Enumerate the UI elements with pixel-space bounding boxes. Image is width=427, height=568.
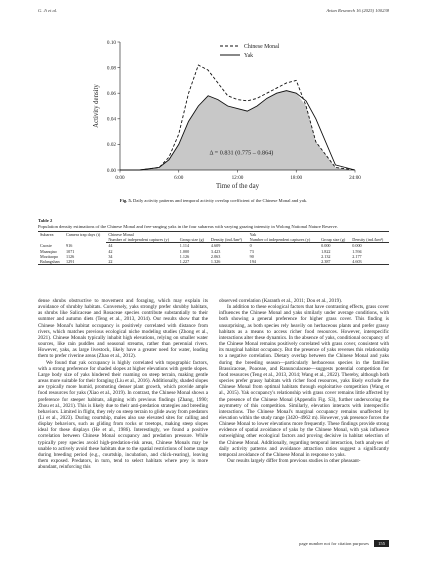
table-cell: 1071 (66, 248, 75, 254)
legend-label: Yak (244, 53, 254, 59)
table-header-cell: Group size (g) (178, 237, 209, 243)
table-header-cell: Yak (248, 232, 389, 238)
table-cell: 2.063 (210, 253, 221, 259)
table-cell: 2.132 (321, 253, 331, 259)
running-header-journal: Avian Research 16 (2025) 100238 (326, 8, 389, 13)
table-cell: Maanqiao (40, 248, 57, 254)
x-tick-label: 12:00 (231, 175, 244, 181)
y-tick-label: 0.06 (106, 91, 116, 97)
table-cell: 0 (249, 243, 252, 249)
table-row (38, 259, 389, 265)
table-cell: 1.326 (209, 259, 248, 265)
table-cell: 4.603 (350, 259, 389, 265)
table-cell: 44 (108, 243, 113, 249)
x-tick-label: 6:00 (174, 175, 184, 181)
population-density-table (38, 231, 389, 265)
table-cell: 42 (108, 248, 113, 254)
body-paragraph: Our results largely differ from previous studies in other pheasant- (227, 458, 361, 465)
table-cell: 90 (249, 253, 254, 259)
table-cell: 73 (249, 248, 254, 254)
table-cell: 1.000 (179, 248, 190, 254)
table-cell: Caoxie (40, 242, 52, 248)
table-cell: 22 (106, 259, 177, 265)
table-cell: 1.594 (352, 248, 362, 254)
table-cell: 1126 (66, 253, 75, 259)
y-axis-label: Activity density (93, 84, 100, 128)
y-tick-label: 0.08 (106, 65, 116, 72)
y-tick-label: 0.02 (106, 142, 116, 149)
figure-caption (38, 198, 389, 203)
y-tick-label: 0.10 (106, 39, 116, 46)
table-cell: 1.822 (321, 248, 331, 254)
page-number: 155 (374, 540, 389, 547)
table-cell: 0.000 (321, 243, 331, 249)
body-paragraph: dense shrubs obstructive to movement and foraging, which may explain its avoidance of shrubby habitats. Conversely, yaks strongly prefer shrubby habitats, as shrubs like Salicaceae and Rosaceae species contribute substantially to their summer and autumn diets (Teng et al., 2013, 2014). Our results show that the Chinese Monal's habitat occupancy is positively correlated with distance from rivers, which matches previous ecological niche modeling studies (Zhong et al., 2021). Chinese Monals typically inhabit high elevations, relying on smaller water sources, like rain puddles and seasonal streams, rather than perennial rivers. However, yaks, as large livestock, likely have a greater need for water, leading them to prefer riverine areas (Zhao et al., 2012). (38, 298, 208, 360)
y-tick-label: 0.04 (106, 116, 116, 123)
x-tick-label: 0:00 (115, 175, 125, 181)
table-cell: Mozitaopo (40, 253, 59, 259)
table-header-cell: Chinese Monal (106, 232, 247, 238)
page-footer (299, 540, 389, 547)
table-cell: 4.609 (210, 243, 221, 249)
table-cell: 0.000 (352, 243, 362, 249)
body-text-right-column (219, 298, 389, 464)
table-cell: 916 (66, 242, 73, 248)
table-cell: 1.227 (178, 259, 209, 265)
x-axis-label: Time of the day (216, 183, 259, 190)
table-header-cell: Camera trap days (t) (64, 232, 106, 243)
table-header-cell: Number of independent captures (y) (248, 237, 319, 243)
table-cell: 2.177 (352, 253, 362, 259)
table-description: Population density estimations of the Chinese Monal and free-ranging yaks in the four subareas with varying grazing intensity in Wolong National Nature Reserve. (38, 224, 338, 229)
body-paragraph: We found that yak occupancy is highly correlated with topographic factors, with a strong preference for shaded slopes at higher elevations with gentle slopes. Large body size of yaks hindered their roaming on steep terrain, making gentle areas more suitable for their foraging (Liu et al., 2016). Additionally, shaded slopes are typically more humid, promoting denser plant growth, which provide ample food resources for yaks (Xiao et al., 2019). In contrast, the Chinese Monal shows a preference for steeper habitats, aligning with previous findings (Zhang, 1990; Zhou et al., 2021). This is likely due to their anti-predation strategies and breeding behaviors. Limited in flight, they rely on steep terrain to glide away from predators (Li et al., 2023). During courtship, males also use elevated sites for calling and display behaviors, such as gliding from rocks or treetops, making steep slopes ideal for these displays (He et al., 1986). Interestingly, we found a positive correlation between Chinese Monal occupancy and predation pressure. While typically prey species avoid high-predation-risk areas, Chinese Monals may be unable to actively avoid these habitats due to the spatial restrictions of home range during breeding period (e.g., courtship, incubation, and chick-rearing), leaving them exposed. Predators, in turn, tend to select habitats where prey is more abundant, reinforcing this (38, 359, 208, 471)
table-cell: 194 (248, 259, 319, 265)
footer-note: page number not for citation purposes (299, 541, 369, 546)
body-paragraph: observed correlation (Karanth et al., 2011; Dou et al., 2019). (219, 298, 343, 304)
x-tick-label: 24:00 (349, 175, 361, 181)
table-cell: 1.126 (179, 253, 190, 259)
figure-caption-label: Fig. 5. (119, 198, 132, 203)
activity-density-chart (50, 30, 380, 195)
y-tick-label: 0.00 (106, 167, 116, 174)
table-title: Table 2 (38, 218, 53, 223)
table-header-cell: Number of independent captures (y) (106, 237, 177, 243)
table-header-cell: Density (ind./km²) (209, 237, 248, 243)
table-cell: 34 (108, 253, 113, 259)
x-tick-label: 18:00 (290, 175, 303, 181)
body-text-left-column (38, 298, 208, 470)
table-cell: Balangshan (38, 259, 64, 265)
legend-label: Chinese Monal (244, 44, 280, 50)
body-paragraph: In addition to these ecological factors that have contrasting effects, grass cover influences the Chinese Monal and yaks similarly under average conditions, with both showing a general preference for higher grass cover. This finding is unsurprising, as both species rely heavily on herbaceous plants and prefer grassy habitats as a means to access richer food resources. However, interspecific interactions alter these dynamics. In the absence of yaks, conditional occupancy of the Chinese Monal remains positively correlated with grass cover, consistent with its marginal habitat occupancy. But the presence of yaks reverses this relationship to a negative correlation. Dietary overlap between the Chinese Monal and yaks during the breeding season—particularly herbaceous species in the families Brassicaceae, Poaceae, and Ranunculaceae—suggests potential competition for food resources (Teng et al., 2013, 2014; Wang et al., 2022). Thereby, although both species prefer grassy habitats with richer food resources, yaks likely exclude the Chinese Monal from optimal habitats through exploitative competition (Wang et al., 2015). Yak occupancy's relationship with grass cover remains little affected by the presence of the Chinese Monal (Appendix Fig. S3), further underscoring the asymmetry of this competition. Similarly, elevation interacts with interspecific interactions. The Chinese Monal's marginal occupancy remains unaffected by elevation within the study range (3420–4962 m). However, yak presence forces the Chinese Monal to lower elevations more frequently. These findings provide strong evidence of spatial avoidance of yaks by the Chinese Monal, with yak influence outweighing other ecological factors and proving decisive in habitat selection of the Chinese Monal. Additionally, regarding temporal interaction, both analyses of daily activity patterns and avoidance attraction ratios suggest a significantly temporal avoidance of the Chinese Monal in response to yaks. (219, 304, 389, 458)
running-header-authors: G. Ji et al. (38, 8, 58, 13)
table-cell: 2.387 (319, 259, 350, 265)
overlap-area (120, 91, 355, 170)
table-header-cell: Group size (g) (319, 237, 350, 243)
table-cell: 3.423 (210, 248, 221, 254)
figure-caption-text: Daily activity patterns and temporal activity overlap coefficient of the Chinese Monal and yak. (133, 198, 308, 203)
table-cell: 1.114 (179, 243, 190, 249)
table-header-cell: Subarea (38, 232, 64, 243)
table-header-cell: Density (ind./km²) (350, 237, 389, 243)
overlap-annotation: Δ = 0.831 (0.775 – 0.864) (209, 149, 274, 157)
table-cell: 1291 (64, 259, 106, 265)
